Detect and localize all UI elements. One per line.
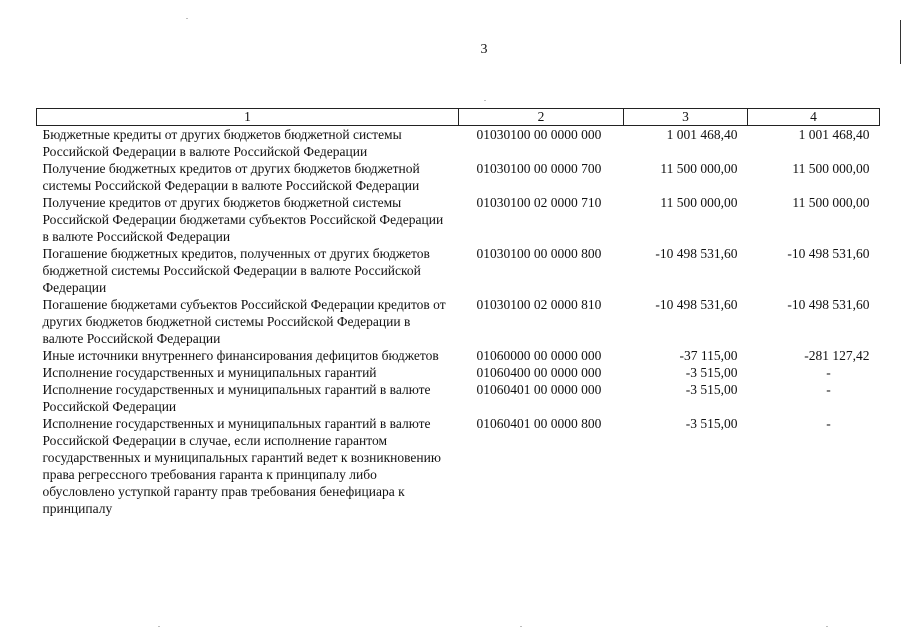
table-row <box>37 245 880 296</box>
row-value-col3: 11 500 000,00 <box>660 161 738 176</box>
row-value-col3: -3 515,00 <box>685 382 738 397</box>
row-name: Исполнение государственных и муниципальных гарантий в валюте Российской Федерации <box>42 382 431 414</box>
row-value-col3: 1 001 468,40 <box>666 127 738 142</box>
scan-speck <box>484 100 486 101</box>
table-row <box>37 415 880 517</box>
row-name: Получение кредитов от других бюджетов бюджетной системы Российской Федерации бюджетами субъектов Российской Федерации в валюте Российской Федерации <box>42 195 444 244</box>
row-value-col4: - <box>826 365 831 380</box>
table-header-row <box>37 109 880 126</box>
row-value-col4: -10 498 531,60 <box>787 246 870 261</box>
row-name: Исполнение государственных и муниципальных гарантий в валюте Российской Федерации в случае, если исполнение гарантом государственных и муниципальных гарантий ведет к возникновению права регрессного требования гаранта к принципалу либо обусловлено уступкой гаранту прав требования бенефициара к принципалу <box>42 416 441 516</box>
row-value-col4: - <box>826 416 831 431</box>
row-name: Бюджетные кредиты от других бюджетов бюджетной системы Российской Федерации в валюте Российской Федерации <box>42 127 402 159</box>
row-code: 01060400 00 0000 000 <box>476 365 602 380</box>
column-header-4: 4 <box>748 109 880 126</box>
row-value-col4: - <box>826 382 831 397</box>
scan-speck <box>826 626 828 627</box>
row-code: 01030100 02 0000 710 <box>476 195 602 210</box>
row-code: 01030100 02 0000 810 <box>476 297 602 312</box>
table-row <box>37 126 880 161</box>
row-code: 01060000 00 0000 000 <box>476 348 602 363</box>
row-value-col3: -3 515,00 <box>685 365 738 380</box>
table-row <box>37 194 880 245</box>
row-value-col4: 11 500 000,00 <box>792 161 870 176</box>
table-row <box>37 381 880 415</box>
scan-speck <box>520 626 522 627</box>
row-name: Исполнение государственных и муниципальных гарантий <box>42 365 377 380</box>
row-value-col4: 1 001 468,40 <box>798 127 870 142</box>
row-value-col3: -3 515,00 <box>685 416 738 431</box>
column-header-3: 3 <box>624 109 748 126</box>
column-header-1: 1 <box>37 109 459 126</box>
row-name: Погашение бюджетных кредитов, полученных от других бюджетов бюджетной системы Российской Федерации в валюте Российской Федерации <box>42 246 430 295</box>
row-name: Получение бюджетных кредитов от других бюджетов бюджетной системы Российской Федерации в валюте Российской Федерации <box>42 161 420 193</box>
row-value-col3: 11 500 000,00 <box>660 195 738 210</box>
column-header-2: 2 <box>459 109 624 126</box>
row-value-col4: -10 498 531,60 <box>787 297 870 312</box>
table-row <box>37 347 880 364</box>
row-value-col3: -10 498 531,60 <box>655 246 738 261</box>
table-row <box>37 364 880 381</box>
row-code: 01030100 00 0000 000 <box>476 127 602 142</box>
table-row <box>37 160 880 194</box>
row-value-col3: -10 498 531,60 <box>655 297 738 312</box>
row-value-col4: 11 500 000,00 <box>792 195 870 210</box>
row-code: 01030100 00 0000 700 <box>476 161 602 176</box>
table-row <box>37 296 880 347</box>
scan-speck <box>158 626 160 627</box>
row-code: 01060401 00 0000 000 <box>476 382 602 397</box>
row-value-col3: -37 115,00 <box>679 348 738 363</box>
row-name: Погашение бюджетами субъектов Российской Федерации кредитов от других бюджетов бюджетной системы Российской Федерации в валюте Российской Федерации <box>42 297 446 346</box>
scan-speck <box>186 18 188 19</box>
row-code: 01060401 00 0000 800 <box>476 416 602 431</box>
budget-sources-table <box>36 108 880 517</box>
page-number: 3 <box>480 42 488 57</box>
row-value-col4: -281 127,42 <box>804 348 870 363</box>
row-code: 01030100 00 0000 800 <box>476 246 602 261</box>
row-name: Иные источники внутреннего финансирования дефицитов бюджетов <box>42 348 439 363</box>
